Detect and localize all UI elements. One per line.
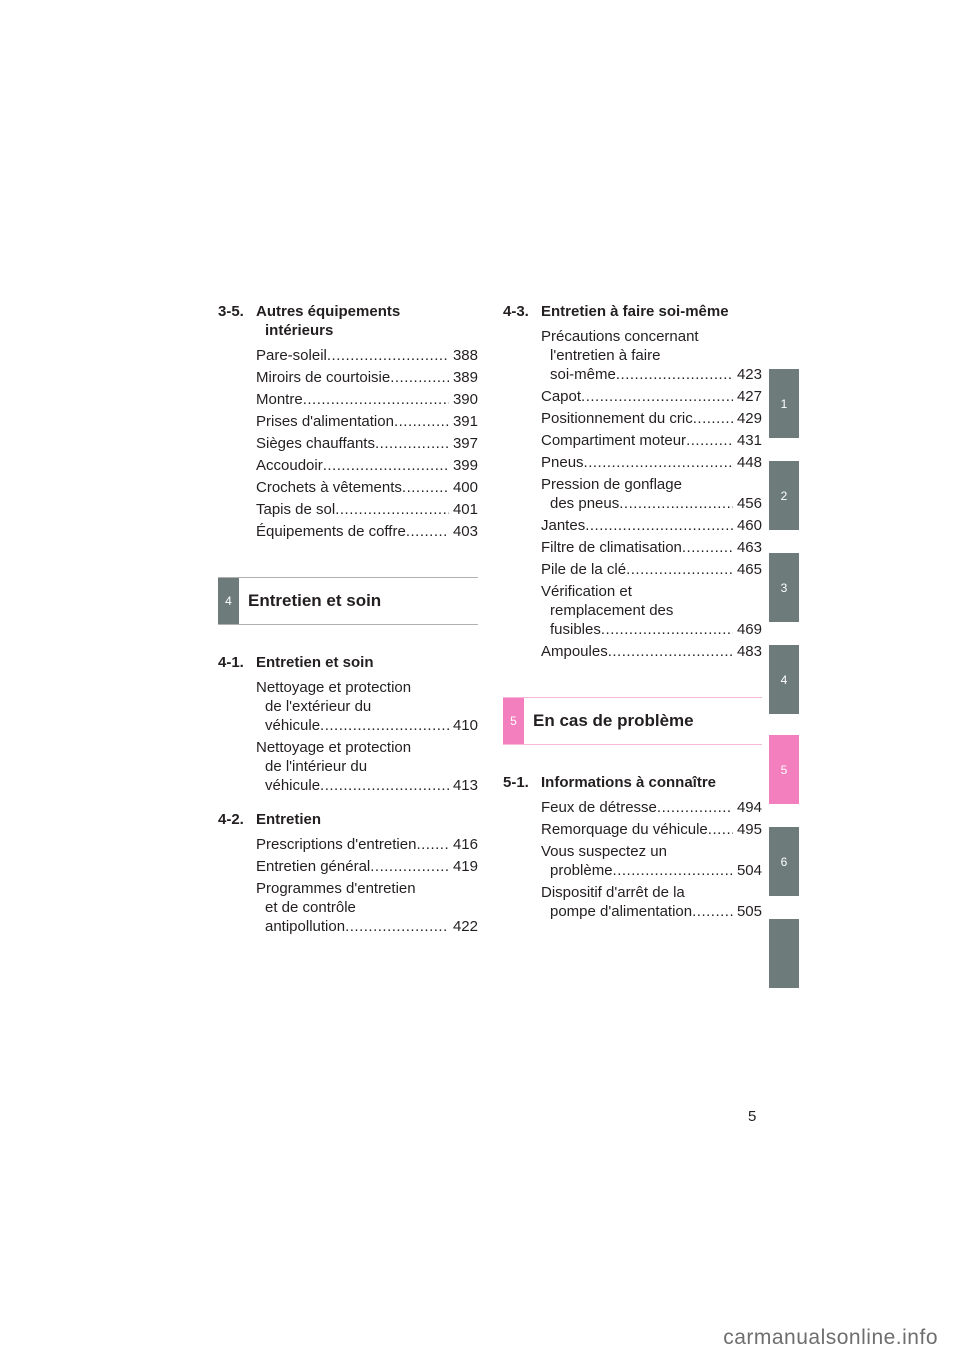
page-ref: 422 bbox=[452, 918, 478, 935]
dot-leader bbox=[601, 620, 733, 639]
toc-entry[interactable]: Remorquage du véhicule ..... 495 bbox=[541, 820, 762, 839]
chapter-tab-4[interactable]: 4 bbox=[769, 645, 799, 714]
page-ref: 416 bbox=[452, 836, 478, 853]
chapter-tab-3[interactable]: 3 bbox=[769, 553, 799, 622]
toc-entry[interactable]: Prises d'alimentation ..... 391 bbox=[256, 412, 478, 431]
page-ref: 397 bbox=[452, 435, 478, 452]
toc-entry[interactable]: Compartiment moteur ..... 431 bbox=[541, 431, 762, 450]
toc-entry[interactable]: Entretien général ..... 419 bbox=[256, 857, 478, 876]
dot-leader bbox=[626, 560, 733, 579]
section-heading-5-1 bbox=[503, 773, 762, 792]
toc-entry[interactable]: Équipements de coffre ..... 403 bbox=[256, 522, 478, 541]
chapter-tab-1[interactable]: 1 bbox=[769, 369, 799, 438]
toc-entry[interactable]: Filtre de climatisation ..... 463 bbox=[541, 538, 762, 557]
toc-entries-4-2 bbox=[218, 835, 478, 936]
toc-entry[interactable]: Programmes d'entretien et de contrôle antipollution ..... 422 bbox=[256, 879, 478, 936]
toc-entries-3-5 bbox=[218, 346, 478, 541]
section-number: 4-3. bbox=[503, 303, 529, 320]
chapter-tab-6[interactable]: 6 bbox=[769, 827, 799, 896]
dot-leader bbox=[619, 494, 733, 513]
section-heading-3-5 bbox=[218, 302, 478, 340]
dot-leader bbox=[394, 412, 449, 431]
dot-leader bbox=[320, 716, 449, 735]
toc-entry[interactable]: Pneus ..... 448 bbox=[541, 453, 762, 472]
page-ref: 429 bbox=[736, 410, 762, 427]
section-heading-4-3 bbox=[503, 302, 762, 321]
toc-entry[interactable]: Capot ..... 427 bbox=[541, 387, 762, 406]
watermark: carmanualsonline.info bbox=[723, 1326, 938, 1349]
dot-leader bbox=[581, 387, 733, 406]
right-column bbox=[503, 302, 762, 924]
toc-entry[interactable]: Dispositif d'arrêt de la pompe d'alimentation ..... 505 bbox=[541, 883, 762, 921]
dot-leader bbox=[657, 798, 733, 817]
dot-leader bbox=[402, 478, 449, 497]
chapter-number-badge: 4 bbox=[218, 578, 239, 624]
toc-entry[interactable]: Vérification et remplacement des fusibles ..... 469 bbox=[541, 582, 762, 639]
toc-entry[interactable]: Pile de la clé ..... 465 bbox=[541, 560, 762, 579]
dot-leader bbox=[303, 390, 449, 409]
dot-leader bbox=[335, 500, 449, 519]
page-ref: 423 bbox=[736, 366, 762, 383]
toc-entry[interactable]: Prescriptions d'entretien ..... 416 bbox=[256, 835, 478, 854]
section-heading-4-2 bbox=[218, 810, 478, 829]
page-ref: 413 bbox=[452, 777, 478, 794]
toc-entry[interactable]: Montre ..... 390 bbox=[256, 390, 478, 409]
dot-leader bbox=[320, 776, 449, 795]
page-ref: 400 bbox=[452, 479, 478, 496]
dot-leader bbox=[370, 857, 449, 876]
dot-leader bbox=[608, 642, 733, 661]
chapter-number-badge: 5 bbox=[503, 698, 524, 744]
toc-entries-4-3 bbox=[503, 327, 762, 661]
page-ref: 463 bbox=[736, 539, 762, 556]
page-ref: 495 bbox=[736, 821, 762, 838]
page-ref: 448 bbox=[736, 454, 762, 471]
chapter-tab-5-active[interactable]: 5 bbox=[769, 735, 799, 804]
dot-leader bbox=[585, 516, 733, 535]
section-title: Autres équipements intérieurs bbox=[256, 303, 401, 339]
dot-leader bbox=[584, 453, 733, 472]
dot-leader bbox=[345, 917, 449, 936]
toc-entry[interactable]: Nettoyage et protection de l'extérieur du véhicule ..... 410 bbox=[256, 678, 478, 735]
dot-leader bbox=[686, 431, 733, 450]
page-ref: 456 bbox=[736, 495, 762, 512]
chapter-title: En cas de problème bbox=[533, 711, 694, 730]
dot-leader bbox=[613, 861, 733, 880]
section-title: Entretien et soin bbox=[256, 654, 374, 671]
dot-leader bbox=[682, 538, 733, 557]
section-title: Entretien bbox=[256, 811, 322, 828]
chapter-title: Entretien et soin bbox=[248, 591, 382, 610]
page-ref: 388 bbox=[452, 347, 478, 364]
dot-leader bbox=[406, 522, 449, 541]
dot-leader bbox=[416, 835, 449, 854]
dot-leader bbox=[708, 820, 733, 839]
toc-entry[interactable]: Crochets à vêtements ..... 400 bbox=[256, 478, 478, 497]
dot-leader bbox=[375, 434, 449, 453]
page-ref: 410 bbox=[452, 717, 478, 734]
page-ref: 504 bbox=[736, 862, 762, 879]
left-column bbox=[218, 302, 478, 939]
dot-leader bbox=[327, 346, 449, 365]
toc-entry[interactable]: Feux de détresse ..... 494 bbox=[541, 798, 762, 817]
toc-entry[interactable]: Pression de gonflage des pneus ..... 456 bbox=[541, 475, 762, 513]
page-ref: 469 bbox=[736, 621, 762, 638]
page-ref: 389 bbox=[452, 369, 478, 386]
dot-leader bbox=[693, 409, 733, 428]
page-ref: 483 bbox=[736, 643, 762, 660]
toc-entry[interactable]: Sièges chauffants ..... 397 bbox=[256, 434, 478, 453]
page-ref: 505 bbox=[736, 903, 762, 920]
toc-entry[interactable]: Nettoyage et protection de l'intérieur du véhicule ..... 413 bbox=[256, 738, 478, 795]
dot-leader bbox=[323, 456, 449, 475]
section-number: 4-1. bbox=[218, 654, 244, 671]
toc-entry[interactable]: Pare-soleil ..... 388 bbox=[256, 346, 478, 365]
toc-entry[interactable]: Précautions concernant l'entretien à faire soi-même ..... 423 bbox=[541, 327, 762, 384]
page-ref: 494 bbox=[736, 799, 762, 816]
page-ref: 431 bbox=[736, 432, 762, 449]
dot-leader bbox=[616, 365, 733, 384]
toc-entry[interactable]: Positionnement du cric ..... 429 bbox=[541, 409, 762, 428]
page-ref: 460 bbox=[736, 517, 762, 534]
page-ref: 399 bbox=[452, 457, 478, 474]
page-ref: 403 bbox=[452, 523, 478, 540]
page-ref: 427 bbox=[736, 388, 762, 405]
chapter-banner-4 bbox=[218, 577, 478, 625]
toc-entries-4-1 bbox=[218, 678, 478, 795]
page-ref: 419 bbox=[452, 858, 478, 875]
section-title: Entretien à faire soi-même bbox=[541, 303, 729, 320]
page-ref: 465 bbox=[736, 561, 762, 578]
page-ref: 391 bbox=[452, 413, 478, 430]
section-number: 5-1. bbox=[503, 774, 529, 791]
toc-entry[interactable]: Ampoules ..... 483 bbox=[541, 642, 762, 661]
chapter-tab-index[interactable] bbox=[769, 919, 799, 988]
chapter-banner-5 bbox=[503, 697, 762, 745]
toc-entry[interactable]: Miroirs de courtoisie ..... 389 bbox=[256, 368, 478, 387]
section-number: 4-2. bbox=[218, 811, 244, 828]
toc-entry[interactable]: Tapis de sol ..... 401 bbox=[256, 500, 478, 519]
page-ref: 390 bbox=[452, 391, 478, 408]
toc-entries-5-1 bbox=[503, 798, 762, 921]
section-number: 3-5. bbox=[218, 303, 244, 320]
section-heading-4-1 bbox=[218, 653, 478, 672]
dot-leader bbox=[390, 368, 449, 387]
chapter-tab-2[interactable]: 2 bbox=[769, 461, 799, 530]
dot-leader bbox=[692, 902, 733, 921]
toc-entry[interactable]: Jantes ..... 460 bbox=[541, 516, 762, 535]
page-ref: 401 bbox=[452, 501, 478, 518]
page-number: 5 bbox=[748, 1108, 757, 1125]
section-title: Informations à connaître bbox=[541, 774, 717, 791]
toc-entry[interactable]: Vous suspectez un problème ..... 504 bbox=[541, 842, 762, 880]
toc-entry[interactable]: Accoudoir ..... 399 bbox=[256, 456, 478, 475]
